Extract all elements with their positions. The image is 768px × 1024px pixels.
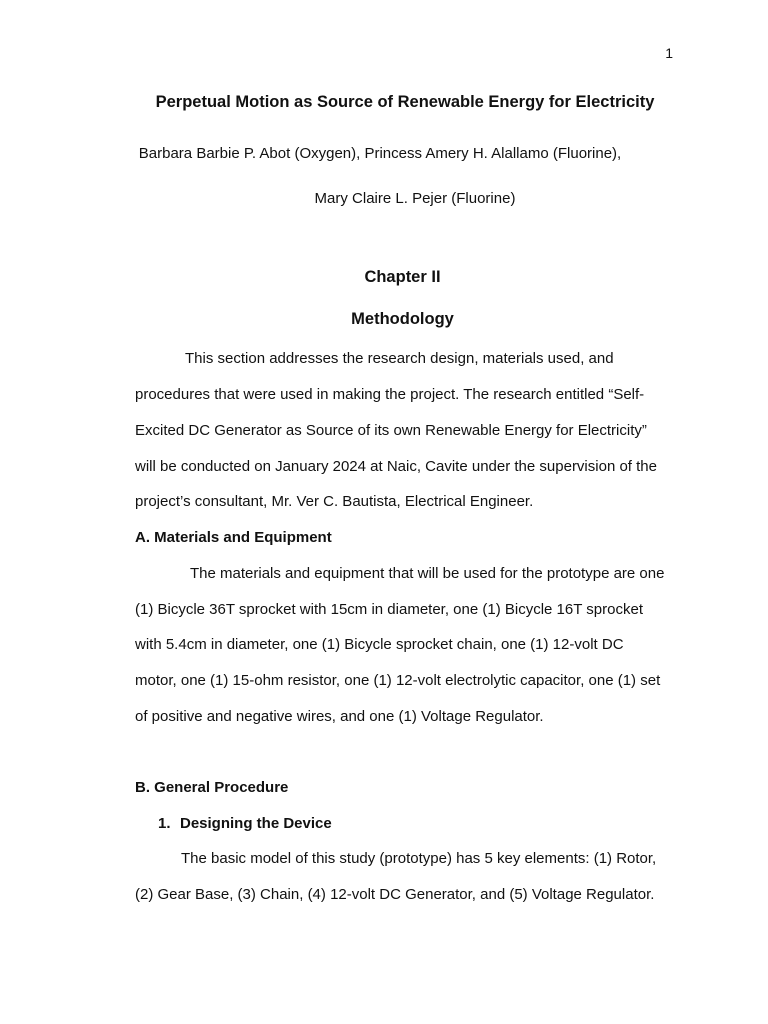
section-b-heading: B. General Procedure bbox=[135, 779, 289, 796]
intro-line: This section addresses the research design, materials used, and bbox=[185, 350, 614, 367]
section-a-line: The materials and equipment that will be used for the prototype are one bbox=[190, 565, 665, 582]
section-b-line: The basic model of this study (prototype) has 5 key elements: (1) Rotor, bbox=[181, 850, 657, 867]
subsection-number: 1. bbox=[158, 815, 171, 832]
intro-line: Excited DC Generator as Source of its own Renewable Energy for Electricity” bbox=[135, 422, 647, 439]
authors-line-1: Barbara Barbie P. Abot (Oxygen), Princess Amery H. Alallamo (Fluorine), bbox=[138, 145, 622, 162]
paper-title: Perpetual Motion as Source of Renewable Energy for Electricity bbox=[155, 93, 655, 111]
section-a-line: (1) Bicycle 36T sprocket with 15cm in diameter, one (1) Bicycle 16T sprocket bbox=[135, 601, 643, 618]
intro-line: procedures that were used in making the project. The research entitled “Self- bbox=[135, 386, 645, 403]
section-a-line: of positive and negative wires, and one (1) Voltage Regulator. bbox=[135, 708, 544, 725]
subsection-heading bbox=[158, 815, 332, 832]
section-a-heading: A. Materials and Equipment bbox=[135, 529, 332, 546]
intro-line: project’s consultant, Mr. Ver C. Bautista, Electrical Engineer. bbox=[135, 493, 534, 510]
authors-line-2: Mary Claire L. Pejer (Fluorine) bbox=[314, 190, 516, 207]
section-a-line: motor, one (1) 15-ohm resistor, one (1) 12-volt electrolytic capacitor, one (1) set bbox=[135, 672, 661, 689]
section-a-line: with 5.4cm in diameter, one (1) Bicycle sprocket chain, one (1) 12-volt DC bbox=[135, 636, 624, 653]
page-number: 1 bbox=[665, 45, 673, 61]
subsection-title: Designing the Device bbox=[180, 815, 332, 832]
intro-line: will be conducted on January 2024 at Naic, Cavite under the supervision of the bbox=[135, 458, 657, 475]
chapter-number: Chapter II bbox=[364, 268, 441, 286]
chapter-title: Methodology bbox=[351, 310, 454, 328]
section-b-line: (2) Gear Base, (3) Chain, (4) 12-volt DC Generator, and (5) Voltage Regulator. bbox=[135, 886, 655, 903]
